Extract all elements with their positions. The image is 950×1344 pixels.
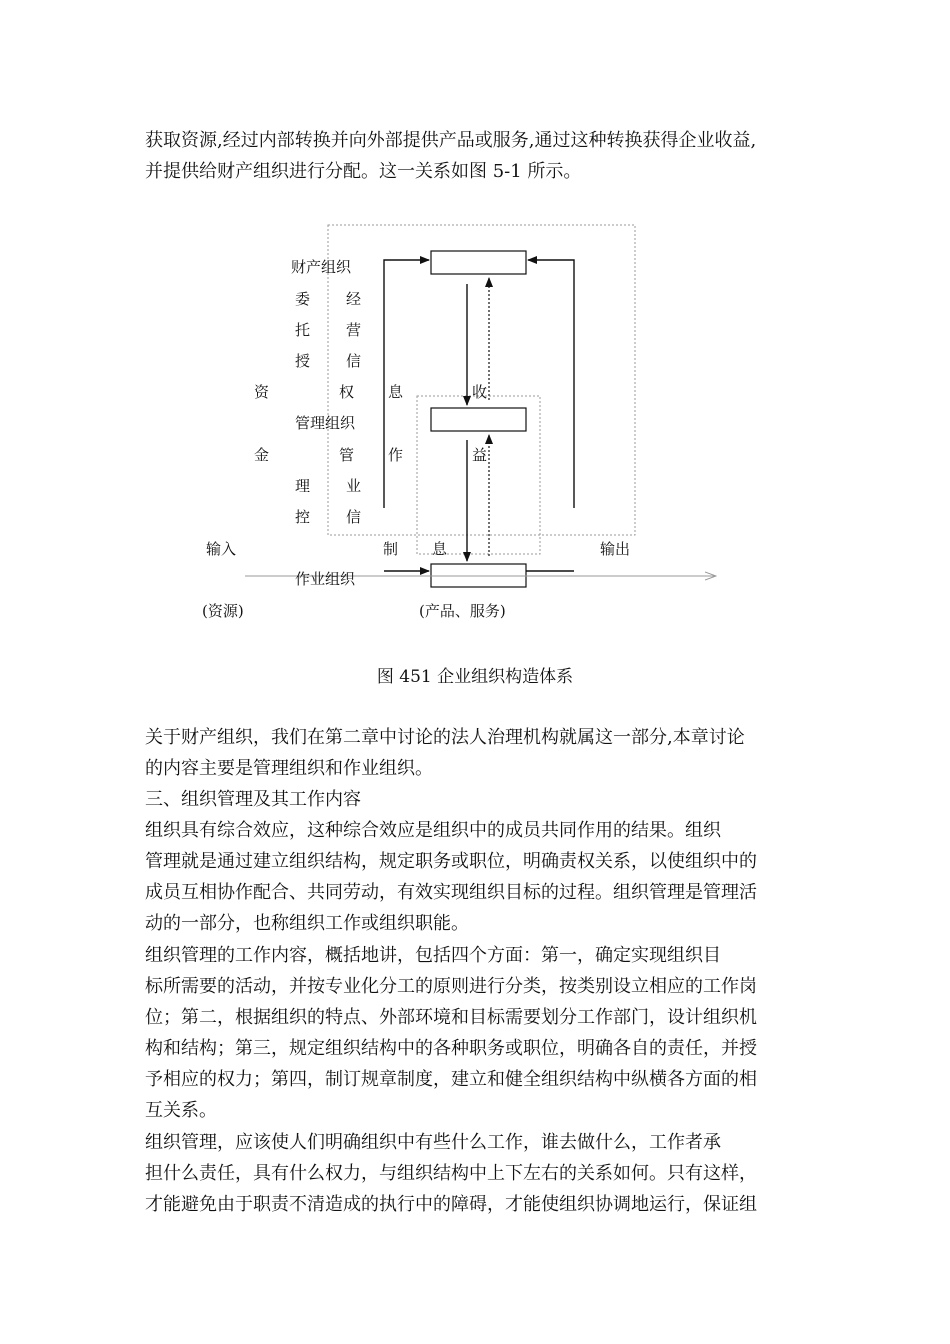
body-line: 担什么责任，具有什么权力，与组织结构中上下左右的关系如何。只有这样， [145, 1163, 757, 1184]
business-info-char: 息 [388, 383, 404, 401]
revenue-char: 益 [472, 446, 488, 464]
revenue-char: 收 [472, 383, 488, 401]
capital-char: 资 [254, 383, 270, 401]
body-line: 管理就是通过建立组织结构，规定职务或职位，明确责权关系，以使组织中的 [145, 851, 757, 872]
body-line: 组织管理的工作内容，概括地讲，包括四个方面：第一，确定实现组织目 [145, 945, 721, 966]
operation-info-char: 息 [432, 540, 448, 558]
section-heading: 三、组织管理及其工作内容 [145, 789, 361, 810]
body-line: 互关系。 [145, 1100, 217, 1121]
body-line: 位；第二，根据组织的特点、外部环境和目标需要划分工作部门，设计组织机 [145, 1007, 757, 1028]
management-org-label: 管理组织 [295, 414, 356, 432]
control-char: 管 [339, 446, 355, 464]
operation-org-label: 作业组织 [295, 570, 356, 588]
delegation-char: 委 [295, 290, 311, 308]
body-line: 成员互相协作配合、共同劳动，有效实现组织目标的过程。组织管理是管理活 [145, 882, 757, 903]
revenue-arrow [528, 260, 574, 508]
delegation-char: 权 [339, 383, 355, 401]
business-info-char: 信 [346, 352, 362, 370]
figure-caption: 图 451 企业组织构造体系 [376, 667, 574, 687]
resources-label: (资源) [202, 602, 244, 620]
body-line: 关于财产组织，我们在第二章中讨论的法人治理机构就属这一部分,本章讨论 [145, 727, 745, 748]
operation-info-char: 作 [388, 446, 404, 464]
delegation-char: 授 [295, 352, 311, 370]
body-line: 组织具有综合效应，这种综合效应是组织中的成员共同作用的结果。组织 [145, 820, 721, 841]
property-org-box [431, 251, 526, 274]
control-char: 制 [383, 540, 399, 558]
management-org-box [431, 408, 526, 431]
body-line: 动的一部分，也称组织工作或组织职能。 [145, 913, 469, 934]
body-line: 构和结构；第三，规定组织结构中的各种职务或职位，明确各自的责任，并授 [145, 1038, 757, 1059]
body-line: 予相应的权力；第四，制订规章制度，建立和健全组织结构中纵横各方面的相 [145, 1069, 757, 1090]
products-label: (产品、服务) [419, 602, 506, 620]
paragraph-line: 并提供给财产组织进行分配。这一关系如图 5-1 所示。 [145, 161, 582, 182]
business-info-char: 经 [346, 290, 362, 308]
operation-info-char: 信 [346, 508, 362, 526]
operation-info-char: 业 [346, 477, 362, 495]
paragraph-line: 获取资源,经过内部转换并向外部提供产品或服务,通过这种转换获得企业收益, [145, 130, 757, 151]
body-line: 组织管理，应该使人们明确组织中有些什么工作，谁去做什么，工作者承 [145, 1132, 721, 1153]
body-line: 标所需要的活动，并按专业化分工的原则进行分类，按类别设立相应的工作岗 [145, 976, 757, 997]
property-org-label: 财产组织 [291, 258, 352, 276]
control-char: 理 [295, 477, 311, 495]
delegation-char: 托 [295, 321, 311, 339]
control-char: 控 [295, 508, 311, 526]
business-info-char: 营 [346, 321, 362, 339]
capital-char: 金 [254, 446, 270, 464]
output-label: 输出 [600, 540, 631, 558]
body-line: 才能避免由于职责不清造成的执行中的障碍，才能使组织协调地运行，保证组 [145, 1194, 757, 1215]
body-line: 的内容主要是管理组织和作业组织。 [145, 758, 433, 779]
input-label: 输入 [206, 540, 237, 558]
